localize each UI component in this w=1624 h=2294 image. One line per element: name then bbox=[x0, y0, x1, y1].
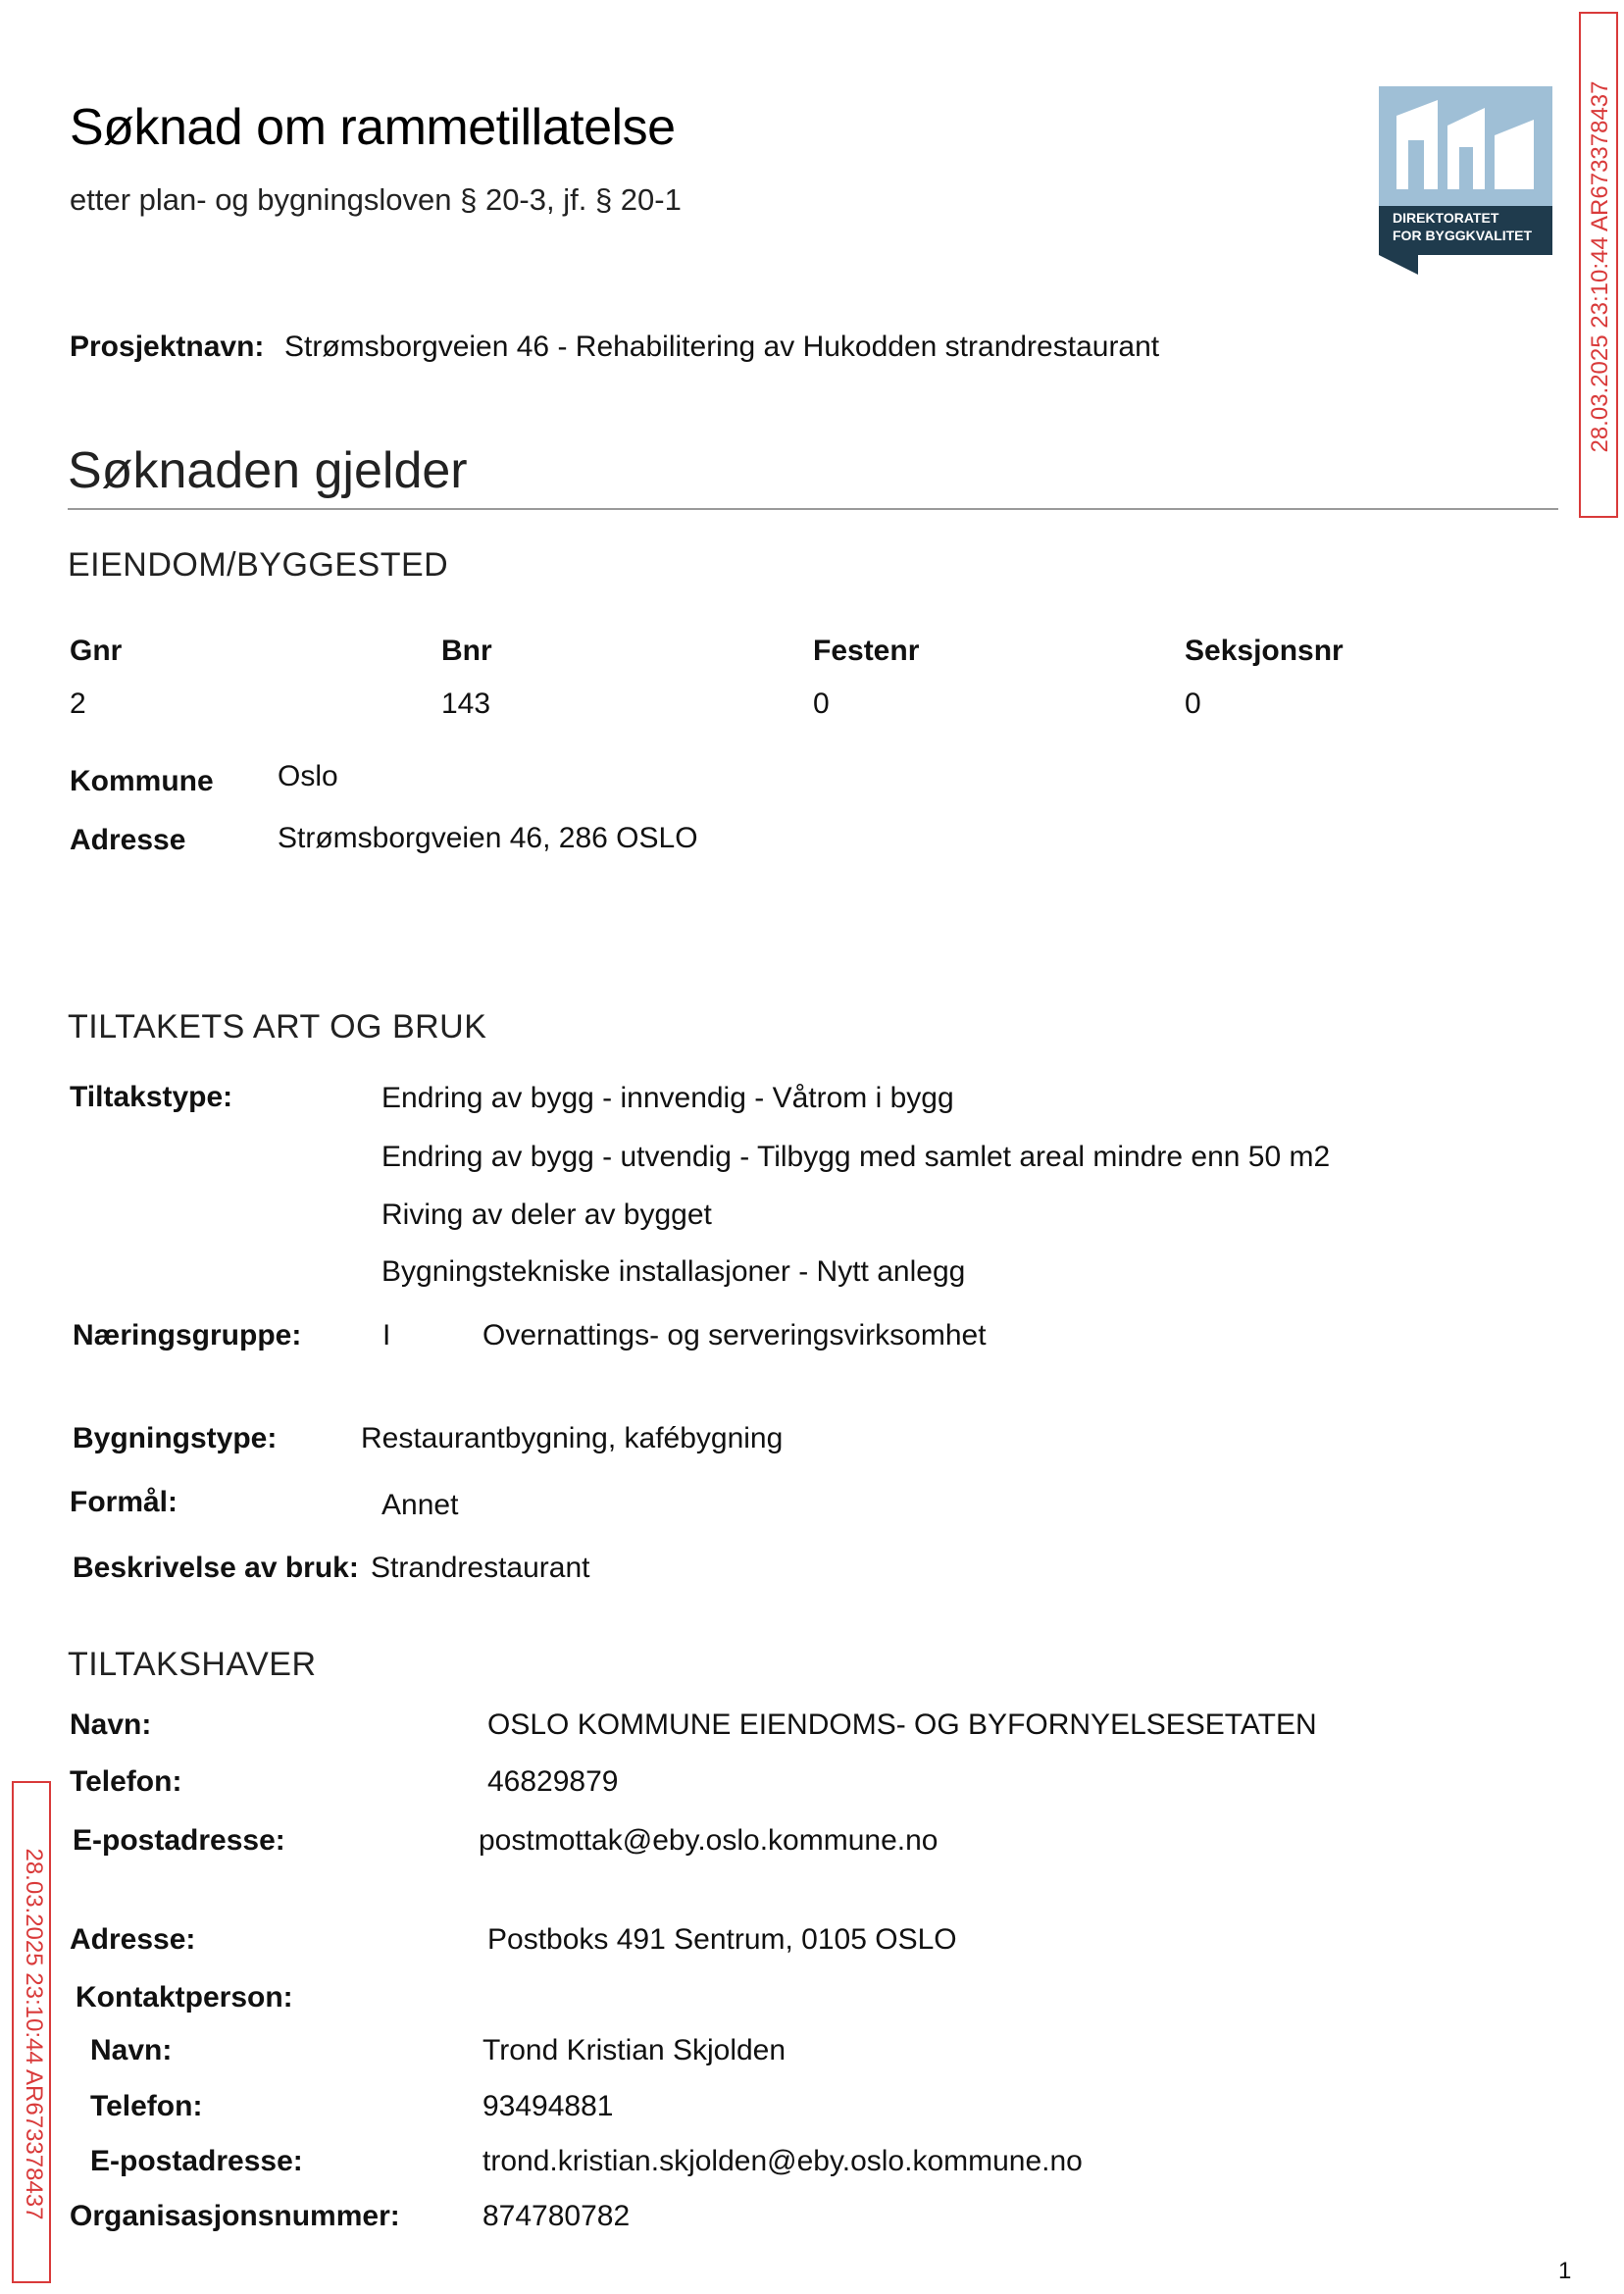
orgnr-value: 874780782 bbox=[482, 2200, 631, 2232]
kontakt-telefon-value: 93494881 bbox=[482, 2090, 614, 2122]
tiltakshaver-telefon-label: Telefon: bbox=[70, 1765, 182, 1798]
project-label: Prosjektnavn: bbox=[70, 331, 265, 363]
document-title: Søknad om rammetillatelse bbox=[70, 99, 676, 156]
naeringsgruppe-code: I bbox=[382, 1319, 391, 1351]
bnr-value: 143 bbox=[441, 688, 491, 720]
kontaktperson-label: Kontaktperson: bbox=[76, 1981, 293, 2014]
tiltakstype-label: Tiltakstype: bbox=[70, 1081, 233, 1113]
project-name: Strømsborgveien 46 - Rehabilitering av Hukodden strandrestaurant bbox=[284, 331, 1160, 363]
festenr-header: Festenr bbox=[813, 635, 920, 667]
kontakt-epost-label: E-postadresse: bbox=[90, 2145, 303, 2177]
tiltakshaver-telefon-value: 46829879 bbox=[487, 1765, 619, 1798]
document-subtitle: etter plan- og bygningsloven § 20-3, jf. § 20-1 bbox=[70, 182, 682, 217]
kommune-label: Kommune bbox=[70, 765, 214, 797]
tiltakshaver-adresse-label: Adresse: bbox=[70, 1923, 196, 1956]
eiendom-heading: EIENDOM/BYGGESTED bbox=[68, 546, 449, 584]
beskrivelse-label: Beskrivelse av bruk: bbox=[73, 1552, 359, 1584]
tiltakshaver-navn-label: Navn: bbox=[70, 1708, 152, 1741]
tiltakshaver-adresse-value: Postboks 491 Sentrum, 0105 OSLO bbox=[487, 1923, 957, 1956]
logo-line-1: DIREKTORATET bbox=[1393, 210, 1499, 226]
archive-stamp-right bbox=[1579, 12, 1618, 518]
orgnr-label: Organisasjonsnummer: bbox=[70, 2200, 400, 2232]
tiltakstype-item: Endring av bygg - utvendig - Tilbygg med samlet areal mindre enn 50 m2 bbox=[381, 1141, 1331, 1173]
gnr-value: 2 bbox=[70, 688, 86, 720]
tiltakstype-item: Endring av bygg - innvendig - Våtrom i bygg bbox=[381, 1082, 954, 1114]
tiltakshaver-epost-value: postmottak@eby.oslo.kommune.no bbox=[479, 1824, 939, 1857]
stamp-text-left: 28.03.2025 23:10:44 AR673378437 bbox=[21, 1848, 47, 2220]
dibk-logo-graphic bbox=[1379, 86, 1552, 275]
kontakt-navn-value: Trond Kristian Skjolden bbox=[482, 2034, 787, 2066]
archive-stamp-left bbox=[12, 1781, 51, 2283]
adresse-label: Adresse bbox=[70, 824, 186, 856]
section-heading: Søknaden gjelder bbox=[68, 442, 468, 499]
stamp-text-right: 28.03.2025 23:10:44 AR673378437 bbox=[1587, 80, 1613, 453]
naeringsgruppe-value: Overnattings- og serveringsvirksomhet bbox=[482, 1319, 987, 1351]
section-divider bbox=[68, 508, 1558, 510]
seksjonsnr-header: Seksjonsnr bbox=[1185, 635, 1344, 667]
tiltakshaver-heading: TILTAKSHAVER bbox=[68, 1646, 317, 1683]
tiltakstype-item: Bygningstekniske installasjoner - Nytt anlegg bbox=[381, 1255, 966, 1288]
bnr-header: Bnr bbox=[441, 635, 492, 667]
tiltakshaver-epost-label: E-postadresse: bbox=[73, 1824, 285, 1857]
kommune-value: Oslo bbox=[278, 760, 338, 792]
tiltakshaver-navn-value: OSLO KOMMUNE EIENDOMS- OG BYFORNYELSESETATEN bbox=[487, 1708, 1317, 1741]
tiltakstype-item: Riving av deler av bygget bbox=[381, 1198, 712, 1231]
naeringsgruppe-label: Næringsgruppe: bbox=[73, 1319, 302, 1351]
beskrivelse-value: Strandrestaurant bbox=[371, 1552, 590, 1584]
bygningstype-label: Bygningstype: bbox=[73, 1422, 278, 1454]
adresse-value: Strømsborgveien 46, 286 OSLO bbox=[278, 822, 698, 854]
bygningstype-value: Restaurantbygning, kafébygning bbox=[361, 1422, 784, 1454]
gnr-header: Gnr bbox=[70, 635, 123, 667]
tiltak-heading: TILTAKETS ART OG BRUK bbox=[68, 1008, 487, 1045]
dibk-logo bbox=[1379, 86, 1552, 275]
formal-value: Annet bbox=[381, 1489, 459, 1521]
festenr-value: 0 bbox=[813, 688, 830, 720]
seksjonsnr-value: 0 bbox=[1185, 688, 1201, 720]
logo-line-2: FOR BYGGKVALITET bbox=[1393, 228, 1533, 243]
formal-label: Formål: bbox=[70, 1486, 178, 1518]
page-number: 1 bbox=[1558, 2258, 1572, 2284]
kontakt-navn-label: Navn: bbox=[90, 2034, 173, 2066]
kontakt-epost-value: trond.kristian.skjolden@eby.oslo.kommune.no bbox=[482, 2145, 1083, 2177]
kontakt-telefon-label: Telefon: bbox=[90, 2090, 203, 2122]
